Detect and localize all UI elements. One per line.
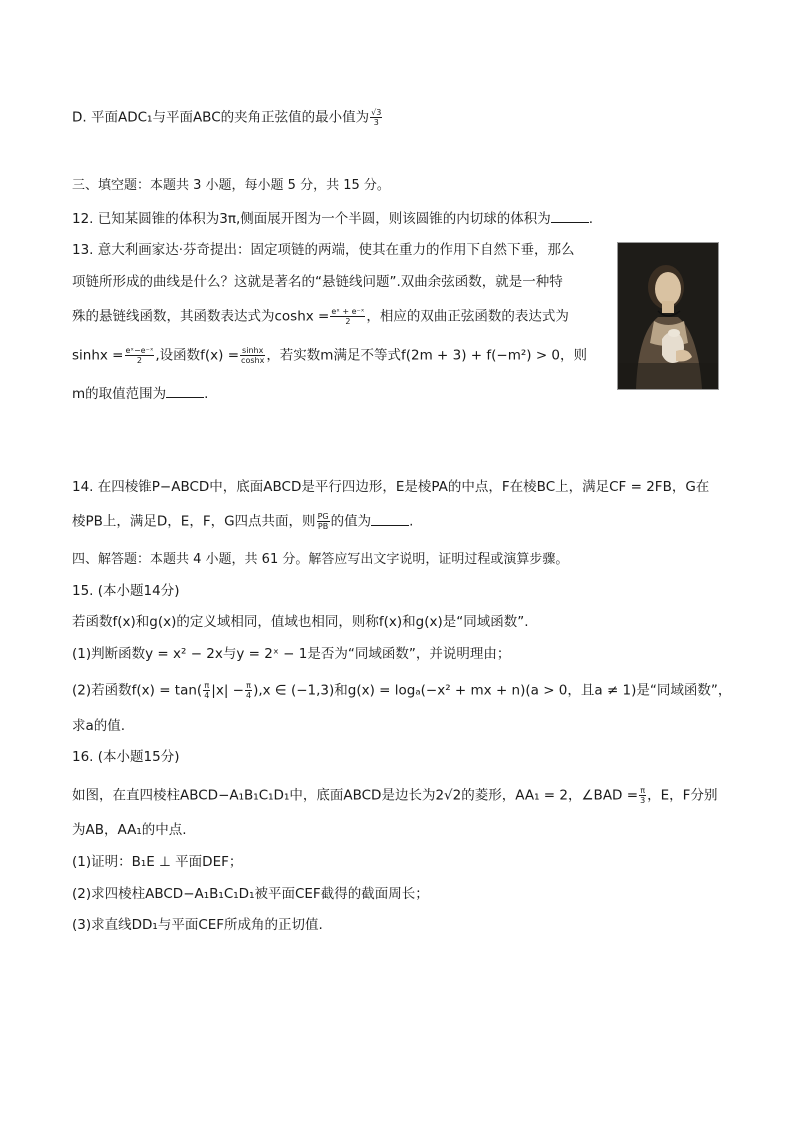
question-15-line4: 求a的值. bbox=[72, 718, 126, 734]
question-13-line3: 殊的悬链线函数，其函数表达式为coshx = $\frac{\text{eˣ + e⁻ˣ}}{2}$ ，相应的双曲正弦函数的表达式为 bbox=[72, 307, 569, 326]
question-16-line4: (2)求四棱柱ABCD−A₁B₁C₁D₁被平面CEF截得的截面周长； bbox=[72, 886, 429, 902]
question-13-line5: m的取值范围为 . bbox=[72, 386, 209, 402]
question-13-line1: 13. 意大利画家达·芬奇提出：固定项链的两端，使其在重力的作用下自然下垂，那么 bbox=[72, 242, 575, 258]
fraction: $\frac{\sinh x}{\cosh x}$ bbox=[241, 346, 265, 365]
question-12-text: 12. 已知某圆锥的体积为3π,侧面展开图为一个半圆，则该圆锥的内切球的体积为 bbox=[72, 211, 551, 227]
answer-blank bbox=[166, 385, 204, 398]
question-16-line3: (1)证明：B₁E ⊥ 平面DEF； bbox=[72, 854, 243, 870]
answer-blank bbox=[551, 210, 589, 223]
question-15-line3: (2)若函数f(x) = tan( $\frac{\pi}{4}$ |x| − $\frac{\pi}{4}$ ),x ∈ (−1,3)和g(x) = logₐ(−x² + mx + n)(a > 0，且a ≠ 1)是“同域函数”， bbox=[72, 681, 732, 700]
question-13-line2: 项链所形成的曲线是什么？这就是著名的“悬链线问题”.双曲余弦函数，就是一种特 bbox=[72, 274, 563, 290]
section-3-title: 三、填空题：本题共 3 小题，每小题 5 分，共 15 分。 bbox=[72, 178, 390, 193]
question-16-line1: 如图，在直四棱柱ABCD−A₁B₁C₁D₁中，底面ABCD是边长为2√2的菱形，AA₁ = 2，∠BAD = $\frac{\pi}{3}$ ，E，F分别 bbox=[72, 786, 718, 805]
fraction: $\frac{PG}{PB}$ bbox=[317, 512, 329, 531]
fraction: $\frac{\pi}{4}$ bbox=[245, 681, 252, 700]
question-15-line1: 若函数f(x)和g(x)的定义域相同，值域也相同，则称f(x)和g(x)是“同域函数”. bbox=[72, 614, 529, 630]
question-13-line4: sinhx = $\frac{\text{eˣ−e⁻ˣ}}{2}$ ,设函数f(x) = $\frac{\sinh x}{\cosh x}$ ，若实数m满足不等式f(2m + 3) + f(−m²) > 0，则 bbox=[72, 346, 588, 365]
answer-blank bbox=[371, 513, 409, 526]
question-12: 12. 已知某圆锥的体积为3π,侧面展开图为一个半圆，则该圆锥的内切球的体积为 . bbox=[72, 211, 594, 227]
portrait-illustration bbox=[618, 243, 718, 389]
question-16-line5: (3)求直线DD₁与平面CEF所成角的正切值. bbox=[72, 917, 323, 933]
question-16-header: 16. (本小题15分) bbox=[72, 749, 180, 765]
question-15-header: 15. (本小题14分) bbox=[72, 583, 180, 599]
option-d-text: D. 平面ADC₁与平面ABC的夹角正弦值的最小值为 bbox=[72, 109, 370, 126]
fraction: $\frac{\text{eˣ−e⁻ˣ}}{2}$ bbox=[125, 346, 154, 365]
option-d bbox=[72, 108, 383, 127]
portrait-image bbox=[617, 242, 719, 390]
question-16-line2: 为AB，AA₁的中点. bbox=[72, 822, 187, 838]
section-4-title: 四、解答题：本题共 4 小题，共 61 分。解答应写出文字说明，证明过程或演算步骤。 bbox=[72, 552, 569, 567]
question-15-line2: (1)判断函数y = x² − 2x与y = 2ˣ − 1是否为“同域函数”，并说明理由； bbox=[72, 646, 511, 662]
question-14-line2: 棱PB上，满足D，E，F，G四点共面，则 $\frac{PG}{PB}$ 的值为 . bbox=[72, 512, 414, 531]
question-14-line1: 14. 在四棱锥P−ABCD中，底面ABCD是平行四边形，E是棱PA的中点，F在棱BC上，满足CF = 2FB，G在 bbox=[72, 479, 710, 495]
fraction: $\frac{\text{eˣ + e⁻ˣ}}{2}$ bbox=[331, 307, 365, 326]
fraction: $\frac{\pi}{4}$ bbox=[204, 681, 210, 700]
fraction: $\frac{\pi}{3}$ bbox=[640, 786, 646, 805]
fraction: $\frac{√3}{3}$ bbox=[371, 108, 382, 127]
